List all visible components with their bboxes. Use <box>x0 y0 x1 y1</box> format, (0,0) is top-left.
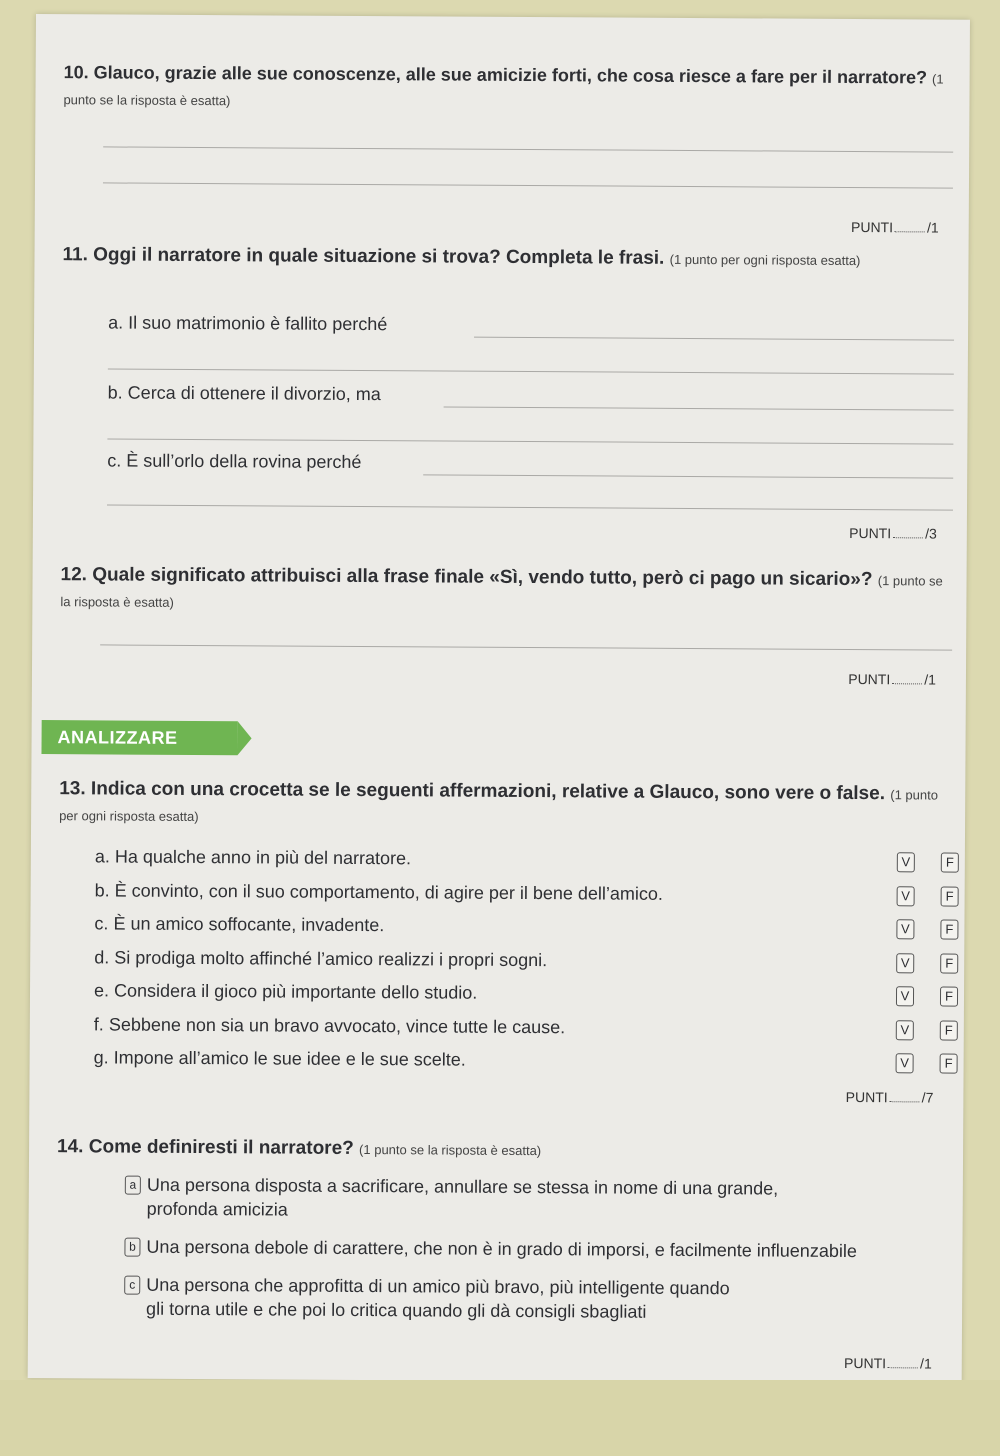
question-number: 10. <box>63 62 89 83</box>
score-max: /1 <box>920 1355 932 1372</box>
question-11 <box>62 242 948 273</box>
option-letter-box[interactable]: b <box>124 1238 140 1257</box>
question-text: Glauco, grazie alle sue conoscenze, alle sue amicizie forti, che cosa riesce a fare per il narratore? <box>93 62 928 88</box>
statement-letter: c. <box>94 913 109 934</box>
true-checkbox[interactable]: V <box>896 953 914 973</box>
score-max: /1 <box>924 671 937 688</box>
statement-body: Considera il gioco più importante dello studio. <box>114 980 478 1003</box>
item-letter: b. <box>107 382 123 403</box>
statement-text <box>94 980 477 1003</box>
true-checkbox[interactable]: V <box>896 1020 914 1040</box>
option-b[interactable] <box>124 1235 942 1264</box>
true-false-statement <box>94 879 954 911</box>
question-14 <box>57 1134 943 1165</box>
item-text: Cerca di ottenere il divorzio, ma <box>127 382 381 405</box>
question-number: 13. <box>59 778 86 800</box>
statement-body: È un amico soffocante, invadente. <box>113 913 385 936</box>
statement-letter: f. <box>93 1013 104 1034</box>
option-c[interactable] <box>124 1273 942 1326</box>
statement-body: Sebbene non sia un bravo avvocato, vince tutte le cause. <box>108 1013 566 1037</box>
statement-text <box>94 1047 466 1070</box>
statement-text <box>95 880 663 904</box>
statement-text <box>95 846 411 869</box>
true-false-statement <box>94 846 954 877</box>
worksheet-page <box>28 14 970 1384</box>
option-text-continued: gli torna utile e che poi lo critica quando gli dà consigli sbagliati <box>146 1298 647 1322</box>
statement-text <box>94 1014 565 1038</box>
scoring-note: (1 punto se la risposta è esatta) <box>63 71 944 109</box>
true-checkbox[interactable]: V <box>896 986 914 1006</box>
option-text: Una persona che approfitta di un amico più bravo, più intelligente quando <box>146 1274 730 1299</box>
true-checkbox[interactable]: V <box>897 886 915 906</box>
true-false-statement <box>94 913 954 944</box>
question-text: Oggi il narratore in quale situazione si trova? Completa le frasi. <box>93 244 665 269</box>
option-text: Una persona disposta a sacrificare, annullare se stessa in nome di una grande, <box>146 1174 779 1199</box>
question-number: 14. <box>57 1136 84 1158</box>
true-checkbox[interactable]: V <box>896 1053 914 1073</box>
completion-item-b <box>108 382 381 405</box>
scoring-note: (1 punto se la risposta è esatta) <box>359 1141 542 1159</box>
score-label: PUNTI <box>845 1088 888 1106</box>
scoring-note: (1 punto per ogni risposta esatta) <box>59 787 939 825</box>
section-title: ANALIZZARE <box>57 727 178 748</box>
answer-line[interactable] <box>107 504 953 510</box>
statement-body: Ha qualche anno in più del narratore. <box>114 846 412 869</box>
score-label: PUNTI <box>844 1354 887 1372</box>
answer-line[interactable] <box>423 474 953 478</box>
false-checkbox[interactable]: F <box>940 987 958 1007</box>
score-label: PUNTI <box>850 218 894 236</box>
answer-line[interactable] <box>474 337 954 341</box>
item-text: Il suo matrimonio è fallito perché <box>128 312 388 335</box>
true-false-statement <box>93 1047 953 1078</box>
false-checkbox[interactable]: F <box>940 920 958 940</box>
section-banner <box>41 720 237 755</box>
score-label: PUNTI <box>849 524 892 542</box>
true-false-statement <box>94 946 954 978</box>
score-field[interactable] <box>844 1355 932 1372</box>
answer-line[interactable] <box>100 644 952 650</box>
false-checkbox[interactable]: F <box>940 1020 958 1040</box>
scoring-note: (1 punto per ogni risposta esatta) <box>669 251 861 269</box>
question-number: 11. <box>62 244 88 266</box>
question-text: Indica con una crocetta se le seguenti affermazioni, relative a Glauco, sono vere o false. <box>90 778 886 805</box>
question-number: 12. <box>60 564 88 586</box>
answer-line[interactable] <box>107 438 953 444</box>
score-field[interactable] <box>846 1089 934 1106</box>
score-blank[interactable] <box>895 231 925 232</box>
statement-letter: b. <box>94 879 110 900</box>
option-text-continued: profonda amicizia <box>146 1198 288 1220</box>
false-checkbox[interactable]: F <box>941 853 959 873</box>
answer-line[interactable] <box>108 368 954 374</box>
statement-letter: g. <box>93 1047 109 1068</box>
statement-text <box>94 913 384 936</box>
option-letter-box[interactable]: a <box>125 1176 141 1195</box>
question-13 <box>59 776 945 833</box>
false-checkbox[interactable]: F <box>940 1054 958 1074</box>
score-field[interactable] <box>848 671 936 688</box>
true-false-statement <box>93 980 954 1011</box>
true-checkbox[interactable]: V <box>896 919 914 939</box>
score-max: /7 <box>921 1089 934 1106</box>
question-12 <box>60 562 946 619</box>
statement-body: Si prodiga molto affinché l’amico realizzi i propri sogni. <box>114 946 548 970</box>
answer-line[interactable] <box>103 146 953 152</box>
true-false-statement <box>93 1013 953 1045</box>
statement-body: Impone all’amico le sue idee e le sue scelte. <box>113 1047 466 1070</box>
statement-letter: a. <box>94 846 110 867</box>
score-max: /1 <box>926 219 939 236</box>
option-text: Una persona debole di carattere, che non è in grado di imporsi, e facilmente influenzabile <box>146 1236 857 1262</box>
score-field[interactable] <box>849 525 937 542</box>
option-a[interactable] <box>125 1173 943 1226</box>
statement-letter: e. <box>93 980 110 1001</box>
question-10 <box>63 60 949 117</box>
item-letter: a. <box>108 312 124 333</box>
statement-body: È convinto, con il suo comportamento, di agire per il bene dell’amico. <box>114 879 664 904</box>
item-text: È sull’orlo della rovina perché <box>126 450 362 472</box>
background-surface <box>0 1380 1000 1456</box>
item-letter: c. <box>107 450 122 471</box>
score-field[interactable] <box>851 219 939 236</box>
question-text: Quale significato attribuisci alla frase finale «Sì, vendo tutto, però ci pago un sicario»? <box>92 564 873 591</box>
score-blank[interactable] <box>892 683 922 684</box>
statement-text <box>94 947 547 971</box>
score-blank[interactable] <box>893 537 923 538</box>
answer-line[interactable] <box>103 182 953 188</box>
false-checkbox[interactable]: F <box>941 886 959 906</box>
completion-item-a <box>108 312 387 335</box>
scoring-note: (1 punto se la risposta è esatta) <box>60 573 943 610</box>
score-blank[interactable] <box>888 1367 918 1368</box>
true-checkbox[interactable]: V <box>897 852 915 872</box>
answer-line[interactable] <box>444 406 954 410</box>
score-label: PUNTI <box>848 670 891 688</box>
score-blank[interactable] <box>890 1101 920 1102</box>
question-text: Come definiresti il narratore? <box>88 1136 354 1159</box>
option-letter-box[interactable]: c <box>124 1276 140 1295</box>
false-checkbox[interactable]: F <box>940 953 958 973</box>
statement-letter: d. <box>94 946 110 967</box>
score-max: /3 <box>925 525 937 542</box>
completion-item-c <box>107 450 361 473</box>
